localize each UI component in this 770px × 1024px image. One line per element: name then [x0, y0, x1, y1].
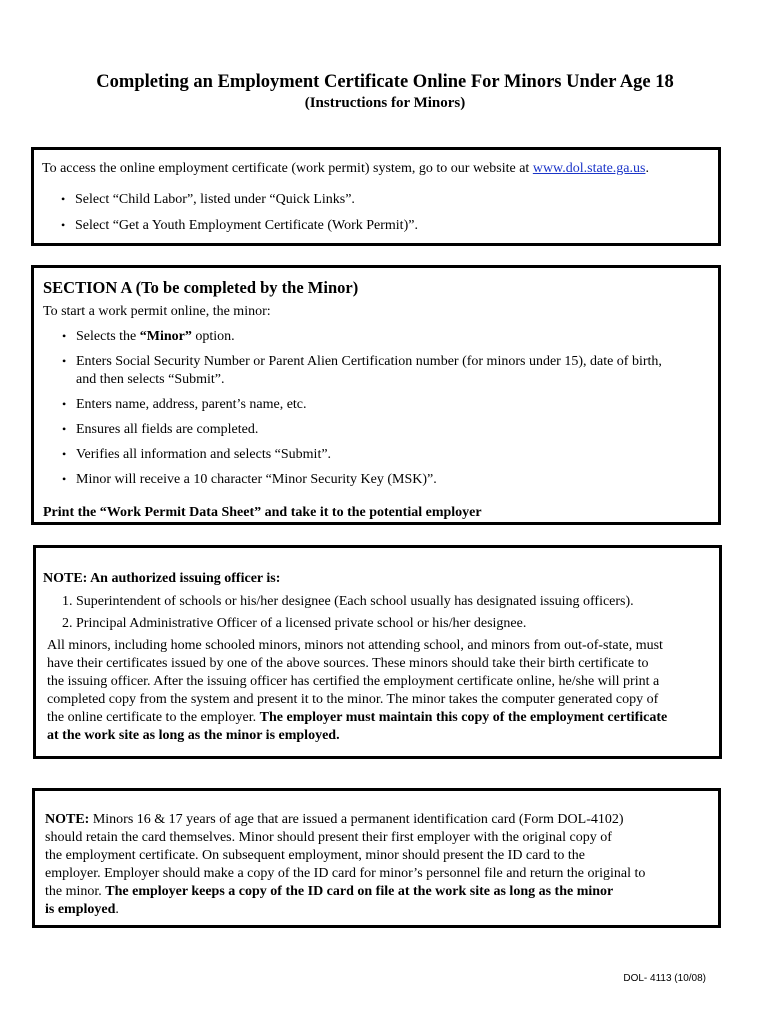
section-a-step-fields: Ensures all fields are completed. — [76, 422, 259, 437]
officer-para-line: the issuing officer. After the issuing officer has certified the employment certificate online, he/she will print a — [47, 674, 660, 689]
officer-para-line: All minors, including home schooled minors, minors not attending school, and minors from out-of-state, must — [47, 638, 663, 653]
id-note-employed-bold: is employed — [45, 902, 116, 917]
website-link[interactable]: www.dol.state.ga.us — [532, 161, 646, 176]
officer-para-line: completed copy from the system and present it to the minor. The minor takes the computer generated copy of — [47, 692, 659, 707]
officer-para-line-worksite: at the work site as long as the minor is employed. — [47, 728, 340, 743]
id-note-employer-bold: The employer keeps a copy of the ID card on file at the work site as long as the minor — [105, 884, 614, 899]
step-minor-pre: Selects the — [76, 329, 140, 344]
step-minor-post: option. — [191, 329, 235, 344]
id-note-employed-end: . — [115, 902, 119, 917]
bullet-icon: • — [62, 354, 67, 368]
section-a-print-note: Print the “Work Permit Data Sheet” and take it to the potential employer — [43, 505, 482, 520]
id-note-line1-text: Minors 16 & 17 years of age that are issued a permanent identification card (Form DOL-4102) — [89, 812, 624, 827]
page-title: Completing an Employment Certificate Online For Minors Under Age 18 — [96, 72, 674, 92]
intro-text — [42, 160, 649, 177]
issuing-officer-note-box — [33, 545, 722, 759]
officer-item-principal: 2. Principal Administrative Officer of a licensed private school or his/her designee. — [62, 616, 527, 631]
id-note-minor-text: the minor. — [45, 884, 106, 899]
page-subtitle: (Instructions for Minors) — [304, 95, 466, 111]
bullet-icon: • — [62, 397, 67, 411]
section-a-step-name: Enters name, address, parent’s name, etc. — [76, 397, 307, 412]
intro-bullet-youth-certificate: Select “Get a Youth Employment Certificate (Work Permit)”. — [75, 218, 418, 233]
bullet-icon: • — [62, 422, 67, 436]
intro-text-main: To access the online employment certificate (work permit) system, go to our website at — [42, 161, 533, 176]
intro-text-end: . — [645, 161, 649, 176]
section-a-step-minor — [76, 328, 235, 345]
bullet-icon: • — [61, 218, 66, 232]
id-note-line: should retain the card themselves. Minor should present their first employer with the original copy of — [45, 830, 612, 845]
officer-para-line-employer — [47, 709, 667, 726]
intro-bullet-child-labor: Select “Child Labor”, listed under “Quick Links”. — [75, 192, 355, 207]
officer-para-line: have their certificates issued by one of the above sources. These minors should take their birth certificate to — [47, 656, 649, 671]
officer-employer-text: the online certificate to the employer. — [47, 710, 260, 725]
id-note-line: the employment certificate. On subsequent employment, minor should present the ID card to the — [45, 848, 586, 863]
section-a-step-ssn-line1: Enters Social Security Number or Parent Alien Certification number (for minors under 15), date of birth, — [76, 354, 662, 369]
bullet-icon: • — [62, 472, 67, 486]
bullet-icon: • — [61, 192, 66, 206]
id-note-line-employed — [45, 901, 119, 918]
section-a-step-verify: Verifies all information and selects “Submit”. — [76, 447, 332, 462]
section-a-step-msk: Minor will receive a 10 character “Minor Security Key (MSK)”. — [76, 472, 437, 487]
section-a-box — [31, 265, 721, 525]
id-note-line-employer — [45, 883, 613, 900]
id-note-line: employer. Employer should make a copy of the ID card for minor’s personnel file and return the original to — [45, 866, 646, 881]
id-note-line1 — [45, 811, 624, 828]
section-a-step-ssn-line2: and then selects “Submit”. — [76, 372, 225, 387]
section-a-title: SECTION A (To be completed by the Minor) — [43, 278, 359, 297]
id-note-label: NOTE: — [45, 812, 90, 827]
officer-employer-bold: The employer must maintain this copy of the employment certificate — [259, 710, 668, 725]
officer-item-superintendent: 1. Superintendent of schools or his/her designee (Each school usually has designated issuing officers). — [62, 594, 634, 609]
access-instructions-box — [31, 147, 721, 246]
bullet-icon: • — [62, 447, 67, 461]
section-a-lead: To start a work permit online, the minor: — [43, 304, 271, 319]
step-minor-bold: “Minor” — [139, 329, 192, 344]
officer-note-heading: NOTE: An authorized issuing officer is: — [43, 571, 281, 586]
form-number: DOL- 4113 (10/08) — [623, 973, 706, 984]
id-card-note-box — [32, 788, 721, 928]
bullet-icon: • — [62, 329, 67, 343]
